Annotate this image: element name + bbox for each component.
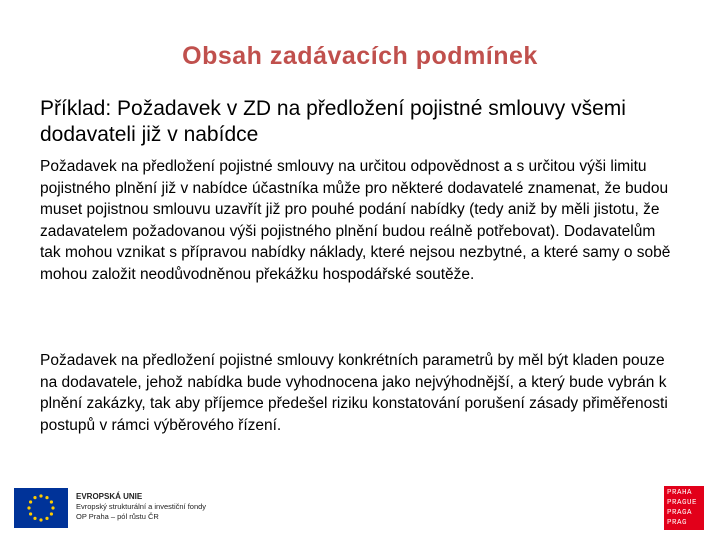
- slide-title: Obsah zadávacích podmínek: [182, 42, 538, 70]
- paragraph-2: Požadavek na předložení pojistné smlouvy konkrétních parametrů by měl být kladen pouze na dodavatele, jehož nabídka bude vyhodnocena jako nejvýhodnější, a který bude vybrán k plnění zakázky, tak aby příjemce předešel riziku konstatování porušení zásady přiměřenosti postupů v rámci výběrového řízení.: [40, 352, 668, 434]
- eu-logo-line-2: OP Praha – pól růstu ČR: [76, 512, 159, 521]
- eu-logo-title: EVROPSKÁ UNIE: [76, 492, 143, 501]
- eu-logo-text: [76, 492, 236, 522]
- praha-logo: [664, 486, 704, 530]
- praha-logo-line: PRAHA: [667, 489, 693, 497]
- eu-logo-line-1: Evropský strukturální a investiční fondy: [76, 502, 207, 511]
- praha-logo-line: PRAGUE: [667, 499, 698, 507]
- slide-subtitle: Příklad: Požadavek v ZD na předložení pojistné smlouvy všemi dodavateli již v nabídce: [40, 97, 626, 146]
- eu-stars-icon: [14, 488, 68, 528]
- praha-logo-line: PRAGA: [667, 509, 693, 517]
- eu-flag-logo: [14, 488, 68, 528]
- praha-logo-line: PRAG: [667, 519, 688, 527]
- paragraph-1: Požadavek na předložení pojistné smlouvy na určitou odpovědnost a s určitou výši limitu pojistného plnění již v nabídce účastníka může pro některé dodavatelé znamenat, že budou muset pojistnou smlouvu uzavřít již pro pouhé podání nabídky (tedy aniž by měli jistotu, že zadavatelem požadovanou výši pojistného plnění budou reálně potřebovat). Dodavatelům tak mohou vznikat s přípravou nabídky náklady, které nejsou nezbytné, a které samy o sobě mohou založit neodůvodněnou překážku hospodářské soutěže.: [40, 158, 671, 283]
